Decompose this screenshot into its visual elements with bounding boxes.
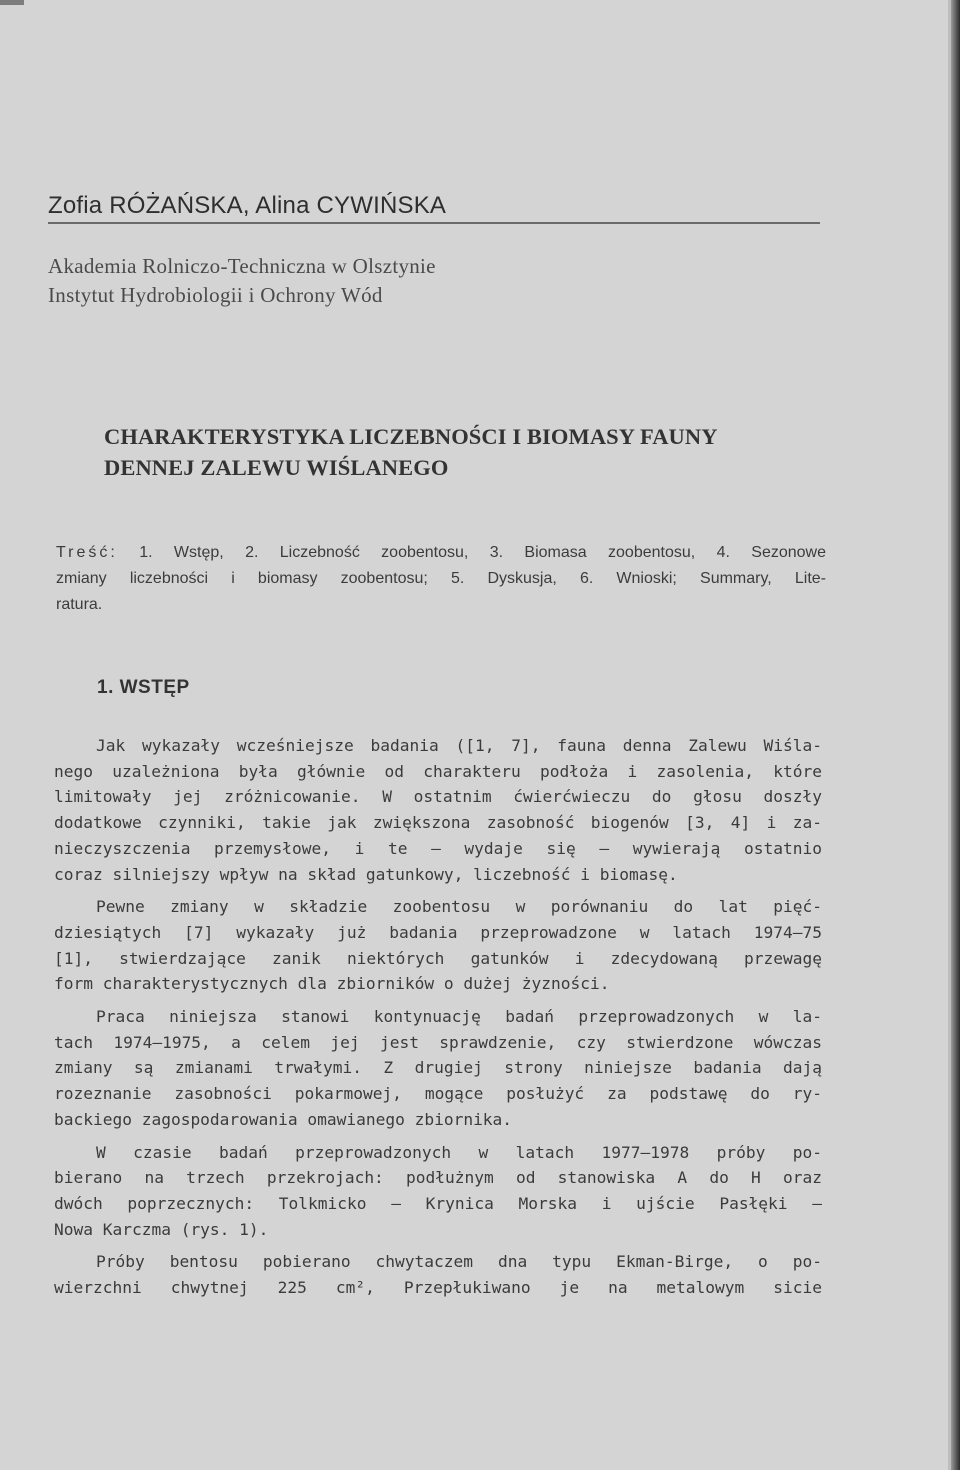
paper-title-line-2: DENNEJ ZALEWU WIŚLANEGO (104, 455, 449, 480)
text-line: [1], stwierdzające zanik niektórych gatunków i zdecydowaną przewagę (54, 948, 822, 968)
paragraph-1 (54, 733, 822, 887)
text-line: dodatkowe czynniki, takie jak zwiększona zasobność biogenów [3, 4] i za- (54, 813, 822, 833)
text-line: nego uzależniona była głównie od charakteru podłoża i zasolenia, które (54, 761, 822, 781)
table-of-contents (56, 540, 826, 618)
text-line: Próby bentosu pobierano chwytaczem dna typu Ekman-Birge, o po- (96, 1252, 822, 1272)
text-line: Pewne zmiany w składzie zoobentosu w porównaniu do lat pięć- (96, 897, 822, 917)
text-line: dwóch poprzecznych: Tolkmicko — Krynica Morska i ujście Pasłęki — (54, 1193, 822, 1213)
scan-edge-shadow (951, 0, 960, 1470)
text-line: Nowa Karczma (rys. 1). (54, 1219, 269, 1239)
text-line: bierano na trzech przekrojach: podłużnym od stanowiska A do H oraz (54, 1168, 822, 1188)
authors: Zofia RÓŻAŃSKA, Alina CYWIŃSKA (48, 192, 447, 219)
toc-line: Treść: 1. Wstęp, 2. Liczebność zoobentosu, 3. Biomasa zoobentosu, 4. Sezonowe (56, 544, 826, 561)
text-line: W czasie badań przeprowadzonych w latach 1977—1978 próby po- (96, 1142, 822, 1162)
text-line: zmiany są zmianami trwałymi. Z drugiej strony niniejsze badania dają (54, 1058, 822, 1078)
text-line: backiego zagospodarowania omawianego zbiornika. (54, 1109, 513, 1129)
toc-label: Treść: (56, 544, 118, 561)
text-line: wierzchni chwytnej 225 cm², Przepłukiwano je na metalowym sicie (54, 1278, 822, 1298)
text-line: limitowały jej zróżnicowanie. W ostatnim ćwierćwieczu do głosu doszły (54, 787, 822, 807)
toc-line: ratura. (56, 596, 103, 613)
text-line: coraz silniejszy wpływ na skład gatunkowy, liczebność i biomasę. (54, 864, 678, 884)
paragraph-2 (54, 894, 822, 997)
paragraph-5 (54, 1249, 822, 1300)
text-line: tach 1974—1975, a celem jej jest sprawdzenie, czy stwierdzone wówczas (54, 1032, 822, 1052)
scan-corner-mark (0, 0, 24, 5)
text-line: nieczyszczenia przemysłowe, i te — wydaje się — wywierają ostatnio (54, 838, 822, 858)
text-line: Praca niniejsza stanowi kontynuację badań przeprowadzonych w la- (96, 1007, 822, 1027)
author-rule (48, 222, 820, 224)
section-heading: 1. WSTĘP (97, 677, 190, 698)
affiliation-academy: Akademia Rolniczo-Techniczna w Olsztynie (48, 254, 436, 278)
paragraph-3 (54, 1004, 822, 1133)
text-line: dziesiątych [7] wykazały już badania przeprowadzone w latach 1974—75 (54, 922, 822, 942)
affiliation-institute: Instytut Hydrobiologii i Ochrony Wód (48, 283, 383, 307)
text-line: form charakterystycznych dla zbiorników o dużej żyzności. (54, 974, 610, 994)
paper-title-line-1: CHARAKTERYSTYKA LICZEBNOŚCI I BIOMASY FAUNY (104, 424, 718, 449)
toc-line: zmiany liczebności i biomasy zoobentosu; 5. Dyskusja, 6. Wnioski; Summary, Lite- (56, 570, 826, 587)
text-line: rozeznanie zasobności pokarmowej, mogące posłużyć za podstawę do ry- (54, 1084, 822, 1104)
text-line: Jak wykazały wcześniejsze badania ([1, 7], fauna denna Zalewu Wiśla- (96, 736, 822, 755)
body-text (54, 733, 822, 1308)
paragraph-4 (54, 1140, 822, 1243)
